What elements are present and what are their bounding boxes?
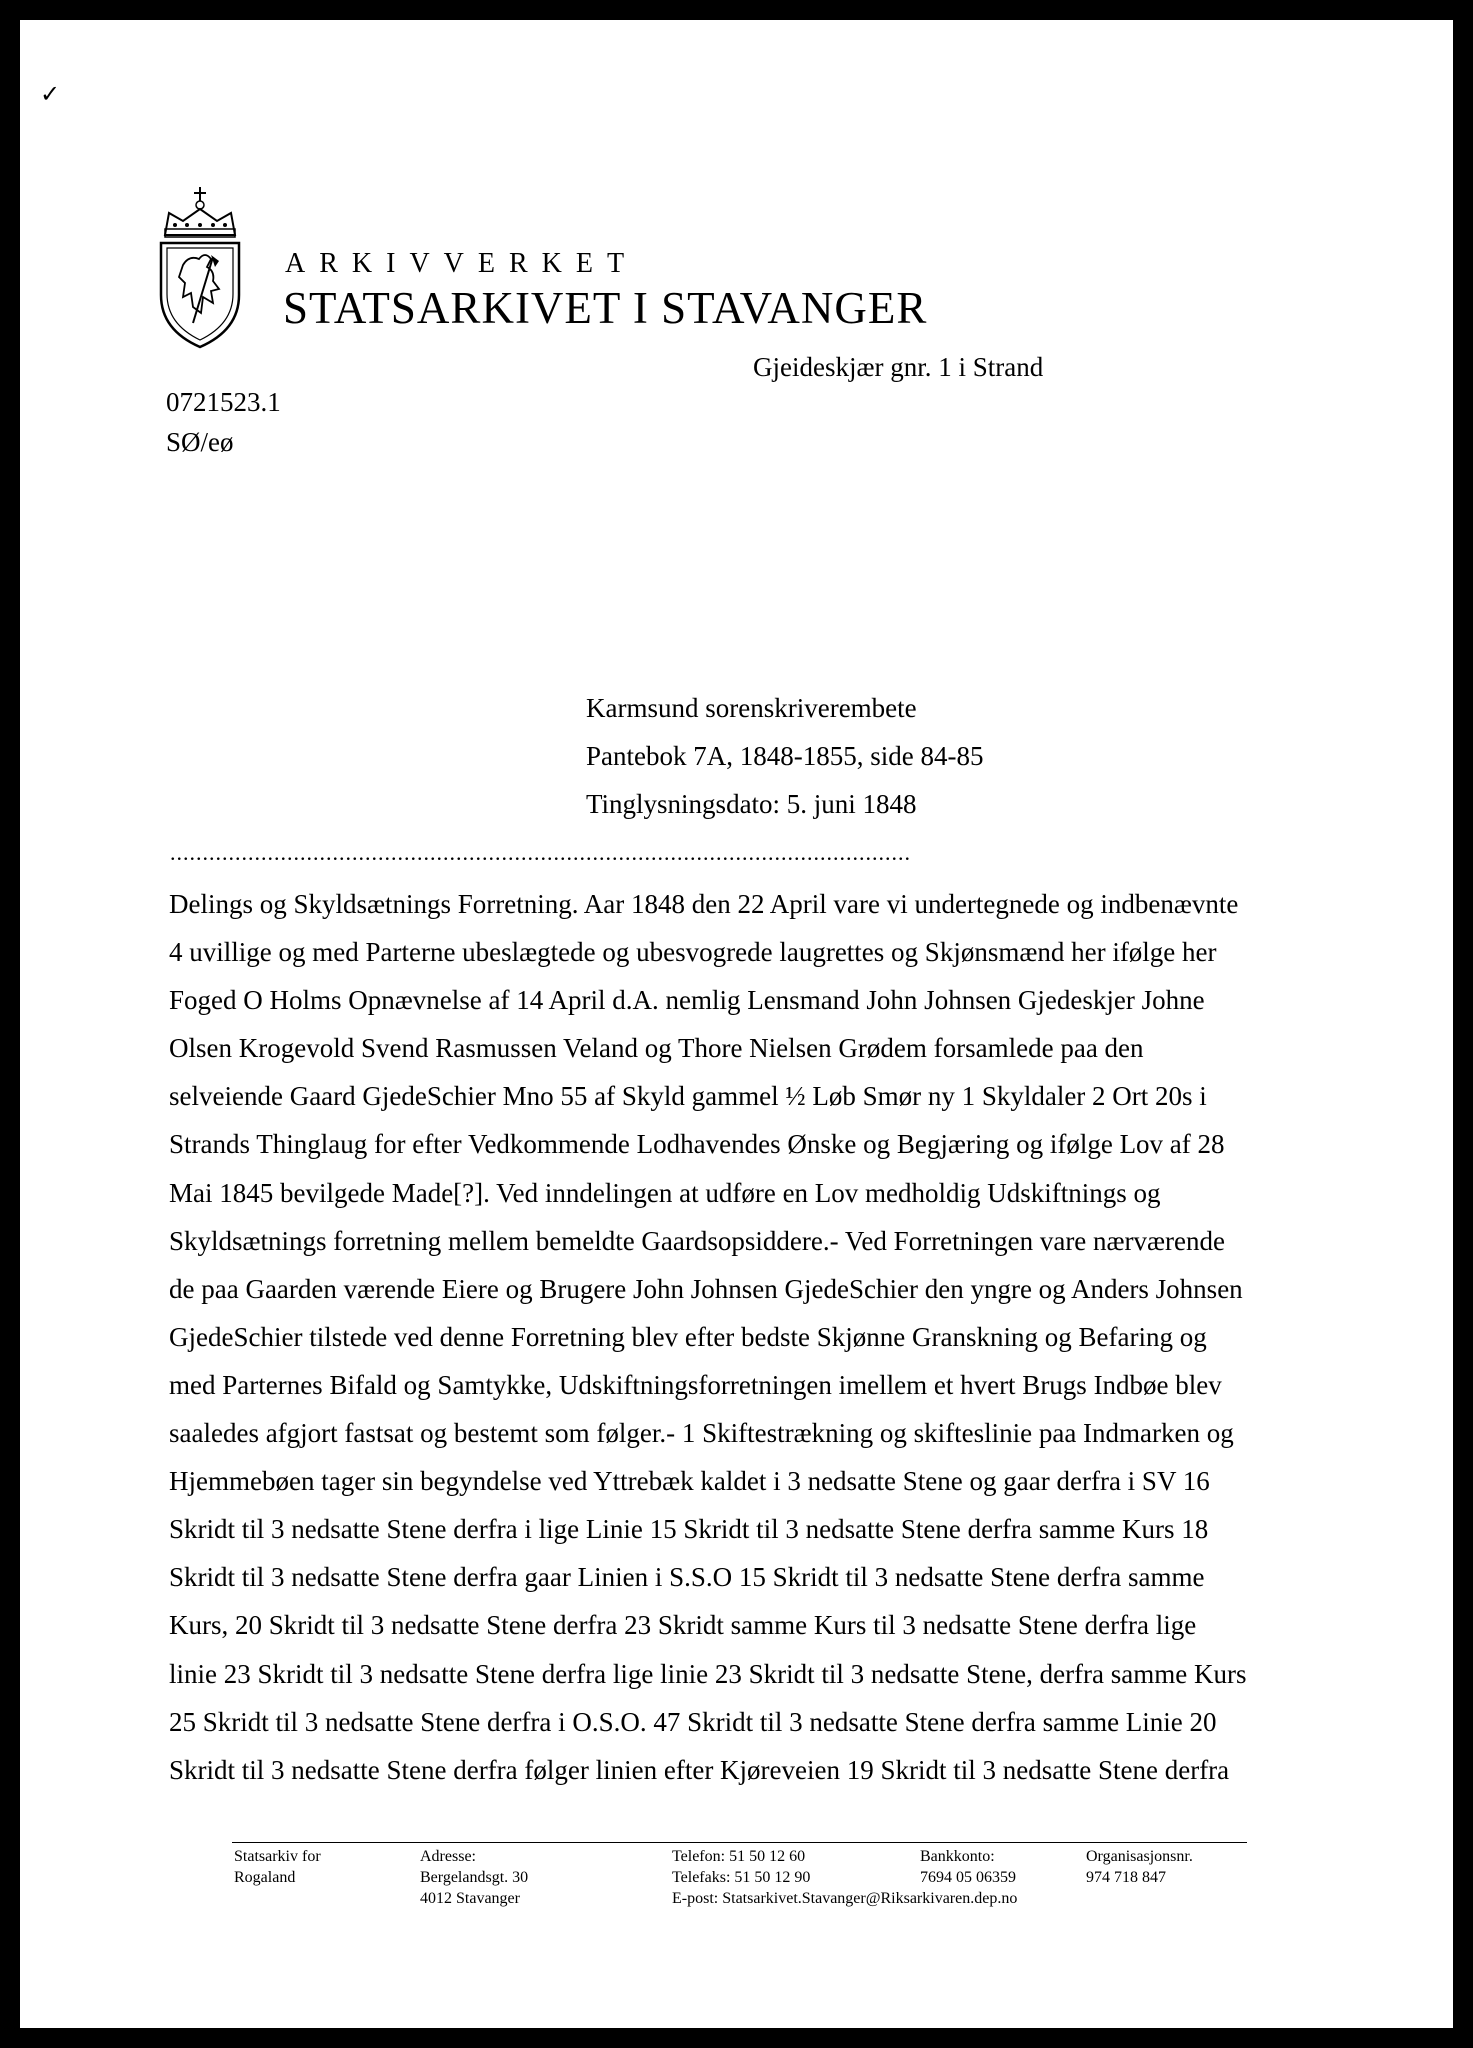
footer-agency-line: Statsarkiv for	[234, 1848, 321, 1865]
body-line: 4 uvillige og med Parterne ubeslægtede og ubesvogrede laugrettes og Skjønsmænd her ifølge her	[169, 937, 1217, 968]
body-line: 25 Skridt til 3 nedsatte Stene derfra i O.S.O. 47 Skridt til 3 nedsatte Stene derfra samme Linie 20	[169, 1706, 1217, 1737]
reference-initials: SØ/eø	[166, 427, 234, 457]
document-page	[20, 20, 1453, 2028]
body-line: Strands Thinglaug for efter Vedkommende Lodhavendes Ønske og Begjæring og ifølge Lov af 28	[169, 1129, 1225, 1160]
reference-block	[166, 382, 281, 462]
footer-address-line: 4012 Stavanger	[420, 1890, 520, 1907]
footer-divider	[232, 1842, 1247, 1843]
footer-address-line: Bergelandsgt. 30	[420, 1869, 529, 1886]
body-line: linie 23 Skridt til 3 nedsatte Stene derfra lige linie 23 Skridt til 3 nedsatte Stene, derfra samme Kurs	[169, 1658, 1247, 1689]
footer-address-line: Adresse:	[420, 1848, 476, 1865]
footer-org-line: Organisasjonsnr.	[1086, 1848, 1193, 1865]
office-name: STATSARKIVET I STAVANGER	[283, 283, 928, 333]
body-line: Skyldsætnings forretning mellem bemeldte Gaardsopsiddere.- Ved Forretningen vare nærværende	[169, 1225, 1226, 1256]
document-subject: Gjeideskjær gnr. 1 i Strand	[753, 352, 1044, 382]
body-line: saaledes afgjort fastsat og bestemt som følger.- 1 Skiftestrækning og skifteslinie paa Indmarken og	[169, 1418, 1234, 1449]
footer-bank	[920, 1846, 1016, 1888]
footer-fax: Telefaks: 51 50 12 90	[672, 1869, 811, 1886]
source-office: Karmsund sorenskriverembete	[586, 693, 917, 723]
source-date: Tinglysningsdato: 5. juni 1848	[586, 789, 917, 819]
dotted-separator: ..................................................................................................................	[170, 840, 911, 865]
body-line: Skridt til 3 nedsatte Stene derfra følger linien efter Kjøreveien 19 Skridt til 3 nedsatte Stene derfra	[169, 1754, 1230, 1785]
source-block	[586, 684, 983, 828]
source-book: Pantebok 7A, 1848-1855, side 84-85	[586, 741, 984, 771]
body-line: Skridt til 3 nedsatte Stene derfra i lige Linie 15 Skridt til 3 nedsatte Stene derfra samme Kurs 18	[169, 1514, 1209, 1545]
body-line: Hjemmebøen tager sin begyndelse ved Yttrebæk kaldet i 3 nedsatte Stene og gaar derfra i SV 16	[169, 1466, 1210, 1497]
corner-check-mark: ✓	[40, 82, 61, 108]
body-line: Olsen Krogevold Svend Rasmussen Veland og Thore Nielsen Grødem forsamlede paa den	[169, 1033, 1144, 1064]
transcription-body	[169, 880, 1299, 1794]
footer-email: E-post: Statsarkivet.Stavanger@Riksarkivaren.dep.no	[672, 1890, 1018, 1907]
footer-agency	[234, 1846, 321, 1888]
footer-agency-line: Rogaland	[234, 1869, 296, 1886]
footer-bank-line: 7694 05 06359	[920, 1869, 1016, 1886]
body-line: GjedeSchier tilstede ved denne Forretning blev efter bedste Skjønne Granskning og Befaring og	[169, 1321, 1207, 1352]
footer-address	[420, 1846, 528, 1909]
footer-bank-line: Bankkonto:	[920, 1848, 995, 1865]
body-line: Mai 1845 bevilgede Made[?]. Ved inndelingen at udføre en Lov medholdig Udskiftnings og	[169, 1177, 1161, 1208]
reference-number: 0721523.1	[166, 387, 281, 417]
body-line: selveiende Gaard GjedeSchier Mno 55 af Skyld gammel ½ Løb Smør ny 1 Skyldaler 2 Ort 20s i	[169, 1081, 1207, 1112]
footer-phone: Telefon: 51 50 12 60	[672, 1848, 806, 1865]
body-line: Foged O Holms Opnævnelse af 14 April d.A. nemlig Lensmand John Johnsen Gjedeskjer Johne	[169, 985, 1205, 1016]
norwegian-coat-of-arms-icon	[153, 185, 248, 350]
footer-org	[1086, 1846, 1193, 1888]
body-line: Skridt til 3 nedsatte Stene derfra gaar Linien i S.S.O 15 Skridt til 3 nedsatte Stene derfra samme	[169, 1562, 1205, 1593]
footer-org-line: 974 718 847	[1086, 1869, 1166, 1886]
body-line: de paa Gaarden værende Eiere og Brugere John Johnsen GjedeSchier den yngre og Anders Johnsen	[169, 1273, 1243, 1304]
body-line: Delings og Skyldsætnings Forretning. Aar 1848 den 22 April vare vi undertegnede og indbenævnte	[169, 889, 1239, 919]
agency-name: ARKIVVERKET	[285, 248, 639, 279]
body-line: Kurs, 20 Skridt til 3 nedsatte Stene derfra 23 Skridt samme Kurs til 3 nedsatte Stene derfra lige	[169, 1610, 1197, 1641]
body-line: med Parternes Bifald og Samtykke, Udskiftningsforretningen imellem et hvert Brugs Indbøe blev	[169, 1369, 1222, 1400]
